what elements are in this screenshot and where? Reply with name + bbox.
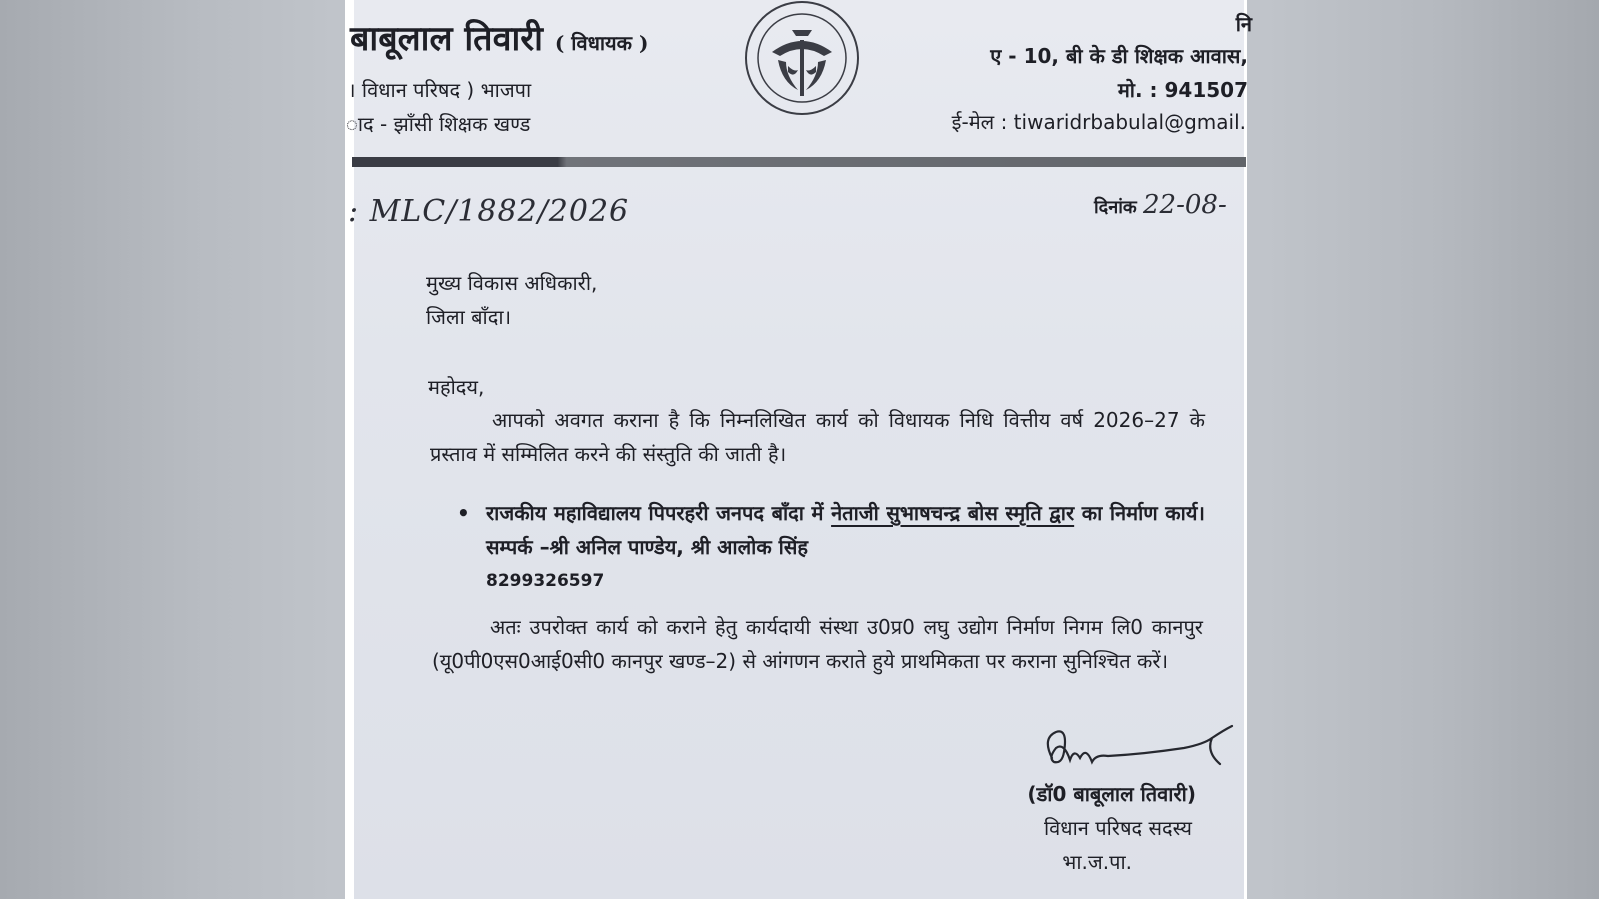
letterhead-email: ई-मेल : tiwaridrbabulal@gmail.	[951, 110, 1246, 134]
bullet-suffix: का निर्माण कार्य। सम्पर्क –श्री अनिल पाण्डेय, श्री आलोक सिंह	[486, 501, 1206, 559]
recipient-line-1: मुख्य विकास अधिकारी,	[426, 271, 598, 295]
letterhead-address: ए - 10, बी के डी शिक्षक आवास,	[990, 44, 1248, 68]
signatory-name: (डॉ0 बाबूलाल तिवारी)	[1027, 782, 1196, 806]
date-label: दिनांक	[1094, 197, 1137, 218]
date-value: 22-08-	[1142, 190, 1227, 220]
paragraph-2-text: अतः उपरोक्त कार्य को कराने हेतु कार्यदायी संस्था उ0प्र0 लघु उद्योग निर्माण निगम लि0 कानपुर (यू0पी0एस0आई0सी0 कानपुर खण्ड–2) से आंगणन कराते हुये प्राथमिकता पर कराना सुनिश्चित करें।	[432, 615, 1203, 673]
salutation: महोदय,	[428, 375, 485, 399]
bullet-underlined-work: नेताजी सुभाषचन्द्र बोस स्मृति द्वार	[831, 501, 1075, 525]
letterhead-name-text: बाबूलाल तिवारी	[350, 19, 543, 59]
paragraph-1-text: आपको अवगत कराना है कि निम्नलिखित कार्य को विधायक निधि वित्तीय वर्ष 2026–27 के प्रस्ताव में सम्मिलित करने की संस्तुति की जाती है।	[430, 408, 1205, 466]
letterhead-divider	[352, 157, 1246, 167]
up-government-emblem-icon	[742, 0, 862, 120]
contact-phone: 8299326597	[486, 571, 605, 591]
bullet-prefix: राजकीय महाविद्यालय पिपरहरी जनपद बाँदा में	[486, 501, 824, 525]
signatory-party: भा.ज.पा.	[1062, 850, 1132, 874]
signatory-role: विधान परिषद सदस्य	[1043, 816, 1192, 840]
date-field	[1094, 190, 1227, 220]
bullet-item	[464, 496, 1205, 598]
letterhead-council: । विधान परिषद ) भाजपा	[348, 78, 532, 102]
paragraph-1	[430, 403, 1205, 471]
letterhead-address-top: नि	[1235, 12, 1252, 36]
letterhead-constituency: ाद - झाँसी शिक्षक खण्ड	[346, 112, 531, 136]
reference-number: : MLC/1882/2026	[348, 194, 630, 229]
letterhead-designation: ( विधायक )	[554, 31, 649, 55]
bullet-marker: •	[457, 501, 470, 525]
letterhead-name	[350, 14, 648, 60]
letter-page	[346, 0, 1252, 899]
paragraph-2	[432, 610, 1203, 678]
recipient-line-2: जिला बाँदा।	[426, 305, 512, 329]
handwritten-signature	[1034, 718, 1244, 778]
letterhead-mobile: मो. : 941507	[1117, 78, 1248, 102]
